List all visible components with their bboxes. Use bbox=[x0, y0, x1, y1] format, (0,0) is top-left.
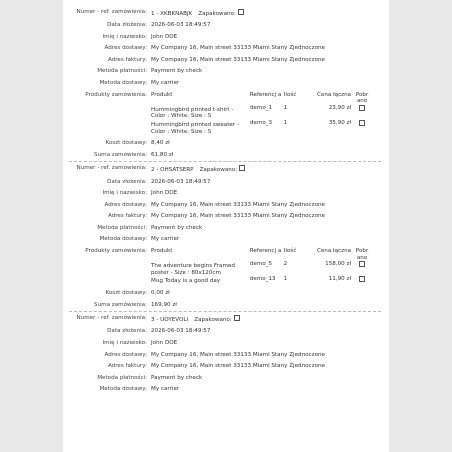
packed-checkbox[interactable] bbox=[239, 165, 245, 171]
col-header-product: Produkt bbox=[151, 91, 173, 98]
order-total-row bbox=[63, 152, 389, 159]
order-ref: 1 - XKBKNABJK bbox=[151, 10, 193, 17]
order-ref-label: Numer - ref. zamówienia: bbox=[76, 165, 147, 172]
col-header-quantity: Ilość bbox=[283, 91, 297, 98]
product-row bbox=[151, 276, 373, 285]
customer-name-value: John DOE bbox=[151, 33, 178, 40]
payment-method-row bbox=[63, 225, 389, 232]
order-ref-label: Numer - ref. zamówienia: bbox=[76, 315, 147, 322]
product-name: The adventure begins Framed poster - Size : 80x120cm bbox=[151, 263, 235, 276]
invoice-address-label: Adres faktury: bbox=[107, 213, 147, 220]
product-price: 11,90 zł bbox=[328, 276, 352, 283]
delivery-address-row bbox=[63, 202, 389, 209]
payment-method-label: Metoda płatności: bbox=[97, 224, 147, 231]
col-header-reference: Referencj a bbox=[249, 248, 282, 255]
products-header bbox=[151, 92, 373, 105]
packed-checkbox[interactable] bbox=[238, 9, 244, 15]
product-quantity: 1 bbox=[283, 104, 288, 111]
order-total-value: 61,80 zł bbox=[151, 151, 174, 158]
order-ref-group bbox=[151, 11, 244, 17]
product-name: Mug Today is a good day bbox=[151, 278, 221, 285]
order-ref-value bbox=[151, 165, 389, 173]
shipping-cost-value: 8,40 zł bbox=[151, 140, 170, 147]
payment-method-label: Metoda płatności: bbox=[97, 68, 147, 75]
products-table bbox=[151, 92, 373, 136]
orders-sheet bbox=[63, 0, 389, 452]
order-ref-row bbox=[63, 315, 389, 323]
delivery-address-row bbox=[63, 45, 389, 52]
products-header bbox=[151, 248, 373, 261]
order-block bbox=[63, 165, 389, 308]
col-header-product: Produkt bbox=[151, 248, 173, 255]
product-name: Hummingbird printed sweater - Color : White, Size : S bbox=[151, 122, 239, 135]
order-ref: 2 - OHSATSERP bbox=[151, 166, 194, 173]
customer-name-row bbox=[63, 340, 389, 347]
products-label: Produkty zamówienia: bbox=[85, 91, 147, 98]
col-header-packed: Pobr ano bbox=[355, 248, 369, 261]
customer-name-value: John DOE bbox=[151, 190, 178, 197]
product-name: Hummingbird printed t-shirt - Color : White, Size : S bbox=[151, 106, 234, 120]
order-ref-label: Numer - ref. zamówienia: bbox=[76, 9, 147, 15]
order-ref: 3 - UOYEVOLI bbox=[151, 316, 189, 323]
shipping-method-row bbox=[63, 236, 389, 243]
order-separator bbox=[69, 161, 381, 162]
invoice-address-row bbox=[63, 213, 389, 220]
delivery-address-value: My Company 16, Main street 33133 Miami Stany Zjednoczone bbox=[151, 351, 325, 358]
product-packed-cell bbox=[353, 261, 373, 276]
product-packed-cell bbox=[353, 120, 373, 135]
customer-name-label: Imię i nazwisko: bbox=[102, 190, 147, 197]
col-header-packed: Pobr ano bbox=[355, 91, 369, 105]
packed-label: Zapakowano: bbox=[194, 316, 232, 323]
product-reference: demo_5 bbox=[249, 261, 273, 268]
products-label: Produkty zamówienia: bbox=[85, 248, 147, 255]
delivery-address-label: Adres dostawy: bbox=[104, 351, 147, 358]
shipping-cost-value: 0,00 zł bbox=[151, 290, 170, 297]
packed-checkbox[interactable] bbox=[234, 315, 240, 321]
order-total-row bbox=[63, 302, 389, 309]
invoice-address-value: My Company 16, Main street 33133 Miami Stany Zjednoczone bbox=[151, 56, 325, 63]
product-price: 23,90 zł bbox=[328, 104, 352, 111]
shipping-method-value: My carrier bbox=[151, 386, 180, 393]
payment-method-row bbox=[63, 68, 389, 75]
order-ref-row bbox=[63, 9, 389, 17]
delivery-address-value: My Company 16, Main street 33133 Miami Stany Zjednoczone bbox=[151, 45, 325, 52]
payment-method-value: Payment by check bbox=[151, 224, 203, 231]
order-total-value: 169,90 zł bbox=[151, 301, 177, 308]
shipping-cost-row bbox=[63, 290, 389, 297]
order-ref-group bbox=[151, 317, 240, 323]
product-packed-checkbox[interactable] bbox=[359, 120, 365, 126]
product-packed-cell bbox=[353, 276, 373, 285]
shipping-cost-label: Koszt dostawy: bbox=[105, 290, 147, 297]
invoice-address-row bbox=[63, 57, 389, 64]
customer-name-value: John DOE bbox=[151, 339, 178, 346]
order-separator bbox=[69, 311, 381, 312]
invoice-address-label: Adres faktury: bbox=[107, 363, 147, 370]
payment-method-value: Payment by check bbox=[151, 374, 203, 381]
delivery-address-label: Adres dostawy: bbox=[104, 45, 147, 52]
invoice-address-value: My Company 16, Main street 33133 Miami Stany Zjednoczone bbox=[151, 363, 325, 370]
products-value bbox=[151, 92, 389, 136]
customer-name-row bbox=[63, 190, 389, 197]
customer-name-row bbox=[63, 34, 389, 41]
order-ref-value bbox=[151, 9, 389, 17]
payment-method-row bbox=[63, 375, 389, 382]
product-reference: demo_13 bbox=[249, 276, 276, 283]
product-packed-checkbox[interactable] bbox=[359, 105, 365, 111]
col-header-quantity: Ilość bbox=[283, 248, 297, 255]
product-row bbox=[151, 105, 373, 120]
shipping-cost-label: Koszt dostawy: bbox=[105, 140, 147, 147]
order-date-value: 2026-06-03 18:49:57 bbox=[151, 178, 211, 185]
order-block bbox=[63, 9, 389, 158]
product-reference: demo_1 bbox=[249, 104, 273, 111]
shipping-method-value: My carrier bbox=[151, 80, 180, 87]
orders-list bbox=[63, 0, 389, 393]
product-packed-cell bbox=[353, 105, 373, 120]
invoice-address-label: Adres faktury: bbox=[107, 56, 147, 63]
order-ref-group bbox=[151, 167, 245, 173]
order-date-label: Data złożenia: bbox=[107, 22, 147, 29]
product-price: 35,90 zł bbox=[328, 120, 352, 127]
payment-method-label: Metoda płatności: bbox=[97, 374, 147, 381]
shipping-cost-row bbox=[63, 140, 389, 147]
delivery-address-label: Adres dostawy: bbox=[104, 201, 147, 208]
invoice-address-row bbox=[63, 363, 389, 370]
order-ref-value bbox=[151, 315, 389, 323]
order-date-value: 2026-06-03 18:49:57 bbox=[151, 22, 211, 29]
product-row bbox=[151, 261, 373, 276]
product-reference: demo_3 bbox=[249, 120, 273, 127]
payment-method-value: Payment by check bbox=[151, 68, 203, 75]
order-date-row bbox=[63, 328, 389, 335]
product-quantity: 1 bbox=[283, 276, 288, 283]
shipping-method-row bbox=[63, 386, 389, 393]
shipping-method-value: My carrier bbox=[151, 236, 180, 243]
product-packed-checkbox[interactable] bbox=[359, 276, 365, 282]
order-date-value: 2026-06-03 18:49:57 bbox=[151, 328, 211, 335]
invoice-address-value: My Company 16, Main street 33133 Miami Stany Zjednoczone bbox=[151, 213, 325, 220]
order-total-label: Suma zamówienia: bbox=[94, 151, 147, 158]
shipping-method-label: Metoda dostawy: bbox=[99, 236, 147, 243]
products-row bbox=[63, 92, 389, 136]
product-packed-checkbox[interactable] bbox=[359, 261, 365, 267]
customer-name-label: Imię i nazwisko: bbox=[102, 33, 147, 40]
shipping-method-row bbox=[63, 80, 389, 87]
col-header-reference: Referencj a bbox=[249, 91, 282, 98]
product-price: 158,00 zł bbox=[325, 261, 352, 268]
product-quantity: 2 bbox=[283, 261, 288, 268]
shipping-method-label: Metoda dostawy: bbox=[99, 386, 147, 393]
order-total-label: Suma zamówienia: bbox=[94, 301, 147, 308]
packed-label: Zapakowano: bbox=[198, 10, 236, 17]
products-table bbox=[151, 248, 373, 285]
products-value bbox=[151, 248, 389, 285]
col-header-total-price: Cena łączna bbox=[316, 248, 352, 255]
order-date-label: Data złożenia: bbox=[107, 328, 147, 335]
order-ref-row bbox=[63, 165, 389, 173]
order-date-row bbox=[63, 22, 389, 29]
product-row bbox=[151, 120, 373, 135]
delivery-address-row bbox=[63, 352, 389, 359]
customer-name-label: Imię i nazwisko: bbox=[102, 339, 147, 346]
order-block bbox=[63, 315, 389, 393]
order-date-label: Data złożenia: bbox=[107, 178, 147, 185]
col-header-total-price: Cena łączna bbox=[316, 91, 352, 98]
order-date-row bbox=[63, 179, 389, 186]
delivery-address-value: My Company 16, Main street 33133 Miami Stany Zjednoczone bbox=[151, 201, 325, 208]
shipping-method-label: Metoda dostawy: bbox=[99, 80, 147, 87]
product-quantity: 1 bbox=[283, 120, 288, 127]
products-row bbox=[63, 248, 389, 285]
packed-label: Zapakowano: bbox=[199, 166, 238, 173]
